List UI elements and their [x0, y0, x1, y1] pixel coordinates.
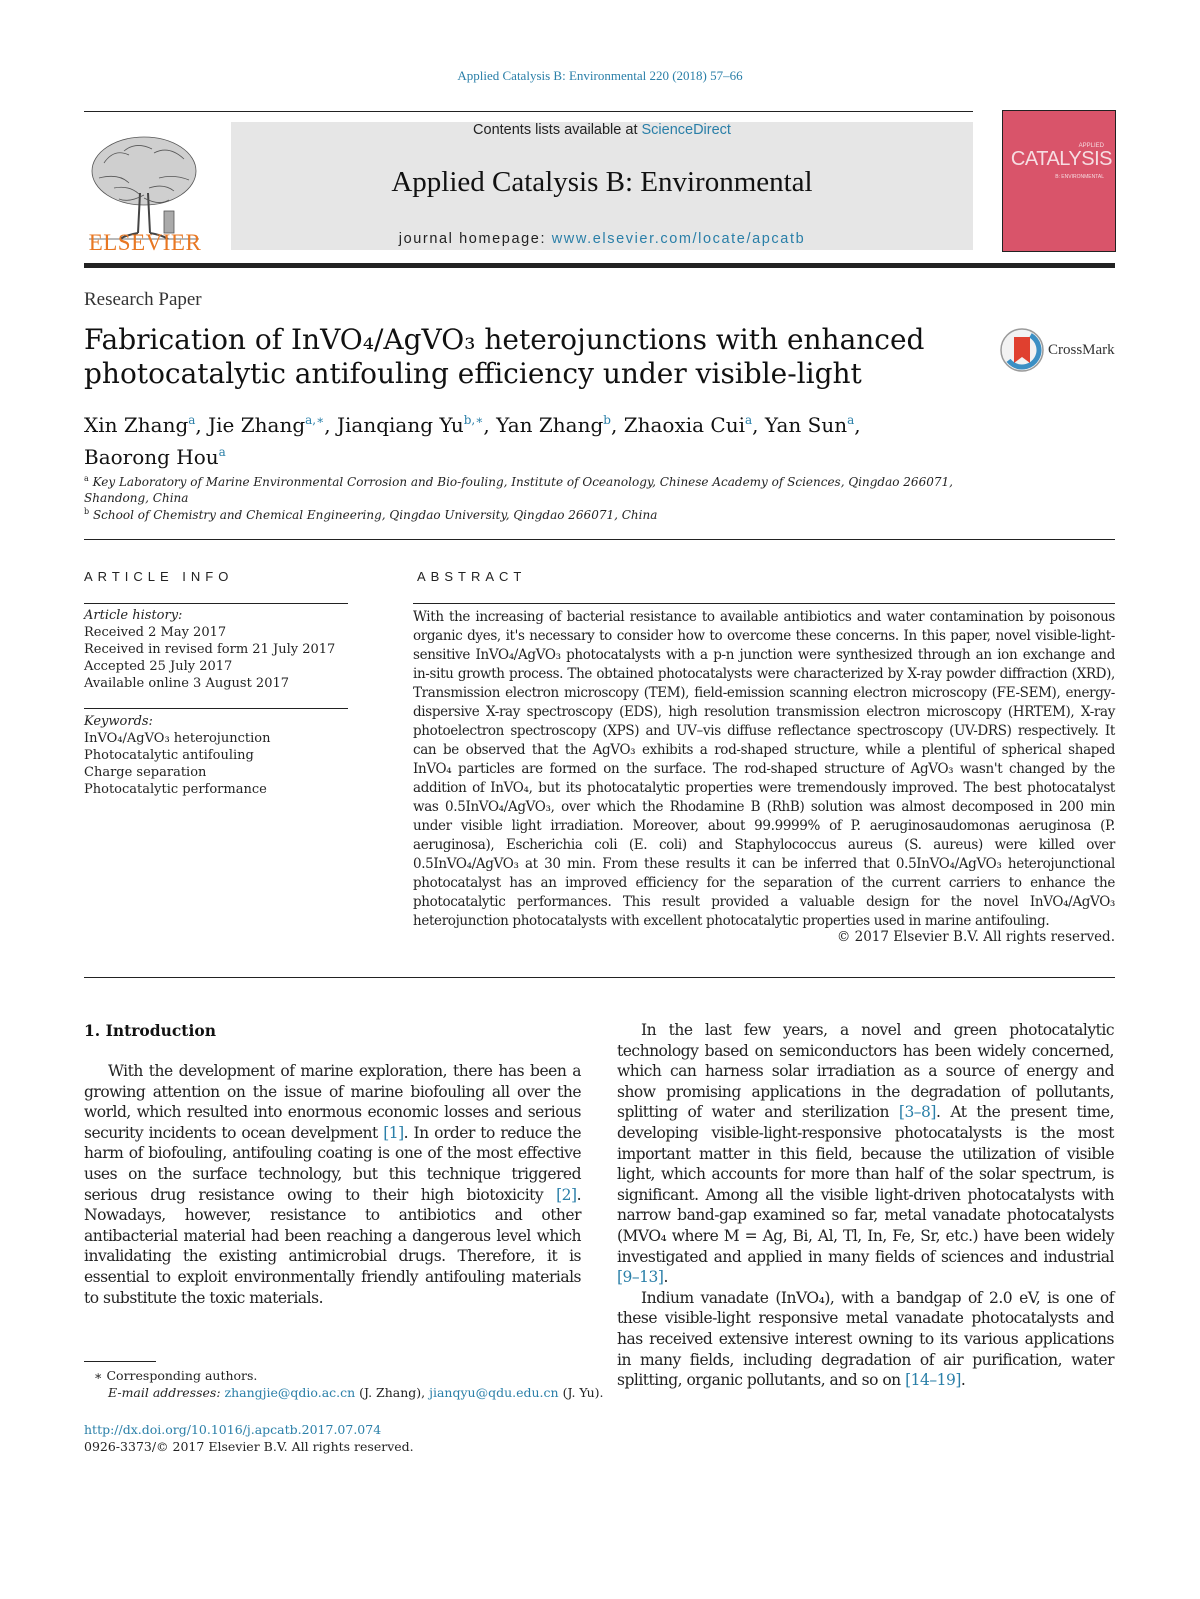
introduction-heading: 1. Introduction: [84, 1021, 216, 1040]
footnote-marker: ∗: [94, 1368, 103, 1383]
cover-applied-text: APPLIED: [1078, 143, 1104, 149]
paragraph-text: Indium vanadate (InVO₄), with a bandgap of 2.0 eV, is one of these visible-light responsive metal vanadate photocatalysts and has received extensive interest owning to its various applications in many fields, including degradation of air purification, water splitting, organic pollutants, and so on: [617, 1288, 1114, 1390]
abstract-rule: [413, 603, 1115, 604]
footnote-rule: [84, 1361, 156, 1362]
paragraph-text: . Nowadays, however, resistance to antibiotics and other antibacterial material had been reaching a dangerous level which invalidating the existing antimicrobial drugs. Therefore, it is essential to exploit environmentally friendly antifouling materials to substitute the toxic materials.: [84, 1185, 581, 1307]
author-affiliation-mark[interactable]: a: [847, 413, 855, 427]
article-info-heading: ARTICLE INFO: [84, 569, 234, 584]
journal-citation[interactable]: Applied Catalysis B: Environmental 220 (2018) 57–66: [457, 68, 743, 83]
affiliation-b: [84, 504, 984, 523]
author-separator: ,: [324, 413, 337, 437]
article-title: [84, 323, 964, 391]
abstract-heading: ABSTRACT: [417, 569, 527, 584]
author-name: Baorong Hou: [84, 445, 219, 469]
body-left-column: [84, 1061, 581, 1308]
body-paragraph: [617, 1020, 1114, 1288]
keyword-item: InVO₄/AgVO₃ heterojunction: [84, 731, 271, 746]
citation-link[interactable]: [9–13]: [617, 1268, 664, 1287]
author-separator: ,: [854, 413, 861, 437]
journal-name: Applied Catalysis B: Environmental: [391, 166, 813, 198]
keyword-item: Photocatalytic antifouling: [84, 748, 254, 763]
author-list: [84, 407, 984, 471]
article-info-rule: [84, 603, 348, 604]
homepage-line: [231, 231, 973, 247]
journal-cover-image[interactable]: [1002, 110, 1116, 252]
author-affiliation-mark[interactable]: a: [744, 413, 753, 427]
citation-link[interactable]: [1]: [383, 1123, 404, 1142]
history-received: Received 2 May 2017: [84, 625, 227, 640]
author-separator: ,: [752, 413, 765, 437]
body-paragraph: [617, 1288, 1114, 1391]
keyword-item: Charge separation: [84, 765, 207, 780]
history-accepted: Accepted 25 July 2017: [84, 659, 233, 674]
body-paragraph: [84, 1061, 581, 1308]
affiliation-label: b: [84, 507, 90, 516]
affiliation-label: a: [84, 474, 89, 483]
affiliation-text: Key Laboratory of Marine Environmental Corrosion and Bio-fouling, Institute of Oceanology, Chinese Academy of Sciences, Qingdao 266071, Shandong, China: [84, 475, 953, 505]
email-owner: (J. Zhang),: [355, 1385, 430, 1400]
author-affiliation-mark[interactable]: b: [603, 413, 611, 427]
sciencedirect-link[interactable]: ScienceDirect: [641, 122, 731, 138]
header-thick-rule: [84, 263, 1115, 268]
doi-link[interactable]: http://dx.doi.org/10.1016/j.apcatb.2017.07.074: [84, 1422, 382, 1437]
contents-prefix: Contents lists available at: [473, 122, 642, 138]
history-online: Available online 3 August 2017: [84, 676, 290, 691]
author-separator: ,: [610, 413, 624, 437]
author-name: Xin Zhang: [84, 413, 189, 437]
homepage-prefix: journal homepage:: [398, 231, 552, 247]
title-line-2: photocatalytic antifouling efficiency under visible-light: [84, 357, 862, 390]
corresponding-note: [94, 1367, 614, 1384]
citation-link[interactable]: [14–19]: [905, 1371, 961, 1390]
citation-link[interactable]: [3–8]: [898, 1103, 936, 1122]
citation-link[interactable]: [2]: [556, 1185, 577, 1204]
elsevier-wordmark: ELSEVIER: [88, 230, 202, 255]
author-name: Jie Zhang: [208, 413, 306, 437]
author-affiliation-mark[interactable]: a: [188, 413, 196, 427]
author-name: Jianqiang Yu: [336, 413, 464, 437]
paragraph-text: With the development of marine exploration, there has been a growing attention on the issue of marine biofouling all over the world, which resulted into enormous economic losses and serious security incidents to ocean develpment: [84, 1062, 581, 1142]
article-type: Research Paper: [84, 289, 202, 310]
author-name: Zhaoxia Cui: [623, 413, 745, 437]
email-label: E-mail addresses:: [108, 1385, 225, 1400]
author-name: Yan Zhang: [496, 413, 604, 437]
abstract-bottom-rule: [84, 977, 1115, 978]
crossmark-icon[interactable]: [999, 327, 1045, 373]
author-name: Yan Sun: [764, 413, 848, 437]
abstract-text: With the increasing of bacterial resistance to available antibiotics and water contamination by poisonous organic dyes, it's necessary to consider how to overcome these concerns. In this paper, novel visible-light-sensitive InVO₄/AgVO₃ photocatalysts with a p-n junction were synthesized through an ion exchange and in-situ growth process. The obtained photocatalysts were characterized by X-ray powder diffraction (XRD), Transmission electron microscopy (TEM), field-emission scanning electron microscopy (FE-SEM), energy-dispersive X-ray spectroscopy (EDS), high resolution transmission electron microscopy (HRTEM), X-ray photoelectron spectroscopy (XPS) and UV–vis diffuse reflectance spectroscopy (UV-DRS) respectively. It can be observed that the AgVO₃ exhibits a rod-shaped structure, while a plentiful of spherical shaped InVO₄ particles are formed on the surface. The rod-shaped structure of AgVO₃ wasn't changed by the addition of InVO₄, but its photocatalytic properties were tremendously improved. The best photocatalyst was 0.5InVO₄/AgVO₃, over which the Rhodamine B (RhB) solution was almost decomposed in 200 min under visible light irradiation. Moreover, about 99.9999% of P. aeruginosaudomonas aeruginosa (P. aeruginosa), Escherichia coli (E. coli) and Staphylococcus aureus (S. aureus) were killed over 0.5InVO₄/AgVO₃ at 30 min. From these results it can be inferred that 0.5InVO₄/AgVO₃ heterojunctional photocatalyst has an improved efficiency for the separation of the current carriers to enhance the photocatalytic performances. This result provided a valuable design for the novel InVO₄/AgVO₃ heterojunction photocatalysts with excellent photocatalytic properties used in marine antifouling.: [413, 609, 1115, 929]
email-link[interactable]: zhangjie@qdio.ac.cn: [224, 1385, 356, 1400]
crossmark-label[interactable]: CrossMark: [1048, 342, 1115, 358]
author-separator: ,: [195, 413, 209, 437]
author-affiliation-mark[interactable]: a: [218, 445, 226, 459]
homepage-link[interactable]: www.elsevier.com/locate/apcatb: [551, 231, 806, 247]
footnote-block: [94, 1367, 614, 1401]
history-revised: Received in revised form 21 July 2017: [84, 642, 336, 657]
keyword-item: Photocatalytic performance: [84, 782, 267, 797]
author-affiliation-mark[interactable]: a,∗: [305, 413, 325, 427]
paragraph-text: .: [663, 1268, 668, 1287]
email-line: [94, 1384, 614, 1401]
paragraph-text: . At the present time, developing visible-light-responsive photocatalysts is the most important matter in this field, because the utilization of visible light, which accounts for more than half of the solar spectrum, is significant. Among all the visible light-driven photocatalysts with narrow band-gap examined so far, metal vanadate photocatalysts (MVO₄ where M = Ag, Bi, Al, Tl, In, Fe, Sr, etc.) have been widely investigated and applied in many fields of sciences and industrial: [617, 1103, 1115, 1266]
email-owner: (J. Yu).: [558, 1385, 604, 1400]
affiliation-a: [84, 471, 984, 506]
cover-title-text: CATALYSIS: [1010, 148, 1112, 170]
issn-copyright: 0926-3373/© 2017 Elsevier B.V. All rights reserved.: [84, 1439, 414, 1454]
keywords-rule: [84, 708, 348, 709]
affiliation-text: School of Chemistry and Chemical Engineering, Qingdao University, Qingdao 266071, China: [92, 508, 658, 522]
paragraph-text: .: [960, 1371, 966, 1390]
cover-subtitle-text: B: ENVIRONMENTAL: [1055, 174, 1104, 180]
author-separator: ,: [483, 413, 497, 437]
abstract-copyright: © 2017 Elsevier B.V. All rights reserved.: [836, 929, 1115, 945]
title-line-1: Fabrication of InVO₄/AgVO₃ heterojunctions with enhanced: [84, 323, 925, 356]
corresponding-text: Corresponding authors.: [106, 1368, 258, 1383]
keywords-label: Keywords:: [84, 714, 153, 729]
email-link[interactable]: jianqyu@qdu.edu.cn: [429, 1385, 559, 1400]
history-label: Article history:: [84, 608, 183, 623]
contents-line: [231, 122, 973, 138]
affiliation-bottom-rule: [84, 539, 1115, 540]
header-top-rule: [84, 111, 973, 112]
author-affiliation-mark[interactable]: b,∗: [463, 413, 484, 427]
paragraph-text: . In order to reduce the harm of biofouling, antifouling coating is one of the most effective uses on the surface technology, but this technique triggered serious drug resistance owing to their high biotoxicity: [84, 1123, 581, 1204]
body-right-column: [617, 1020, 1114, 1391]
paragraph-text: In the last few years, a novel and green photocatalytic technology based on semiconductors has been widely concerned, which can harness solar irradiation as a source of energy and show promising applications in the degradation of pollutants, splitting of water and sterilization: [617, 1021, 1114, 1122]
